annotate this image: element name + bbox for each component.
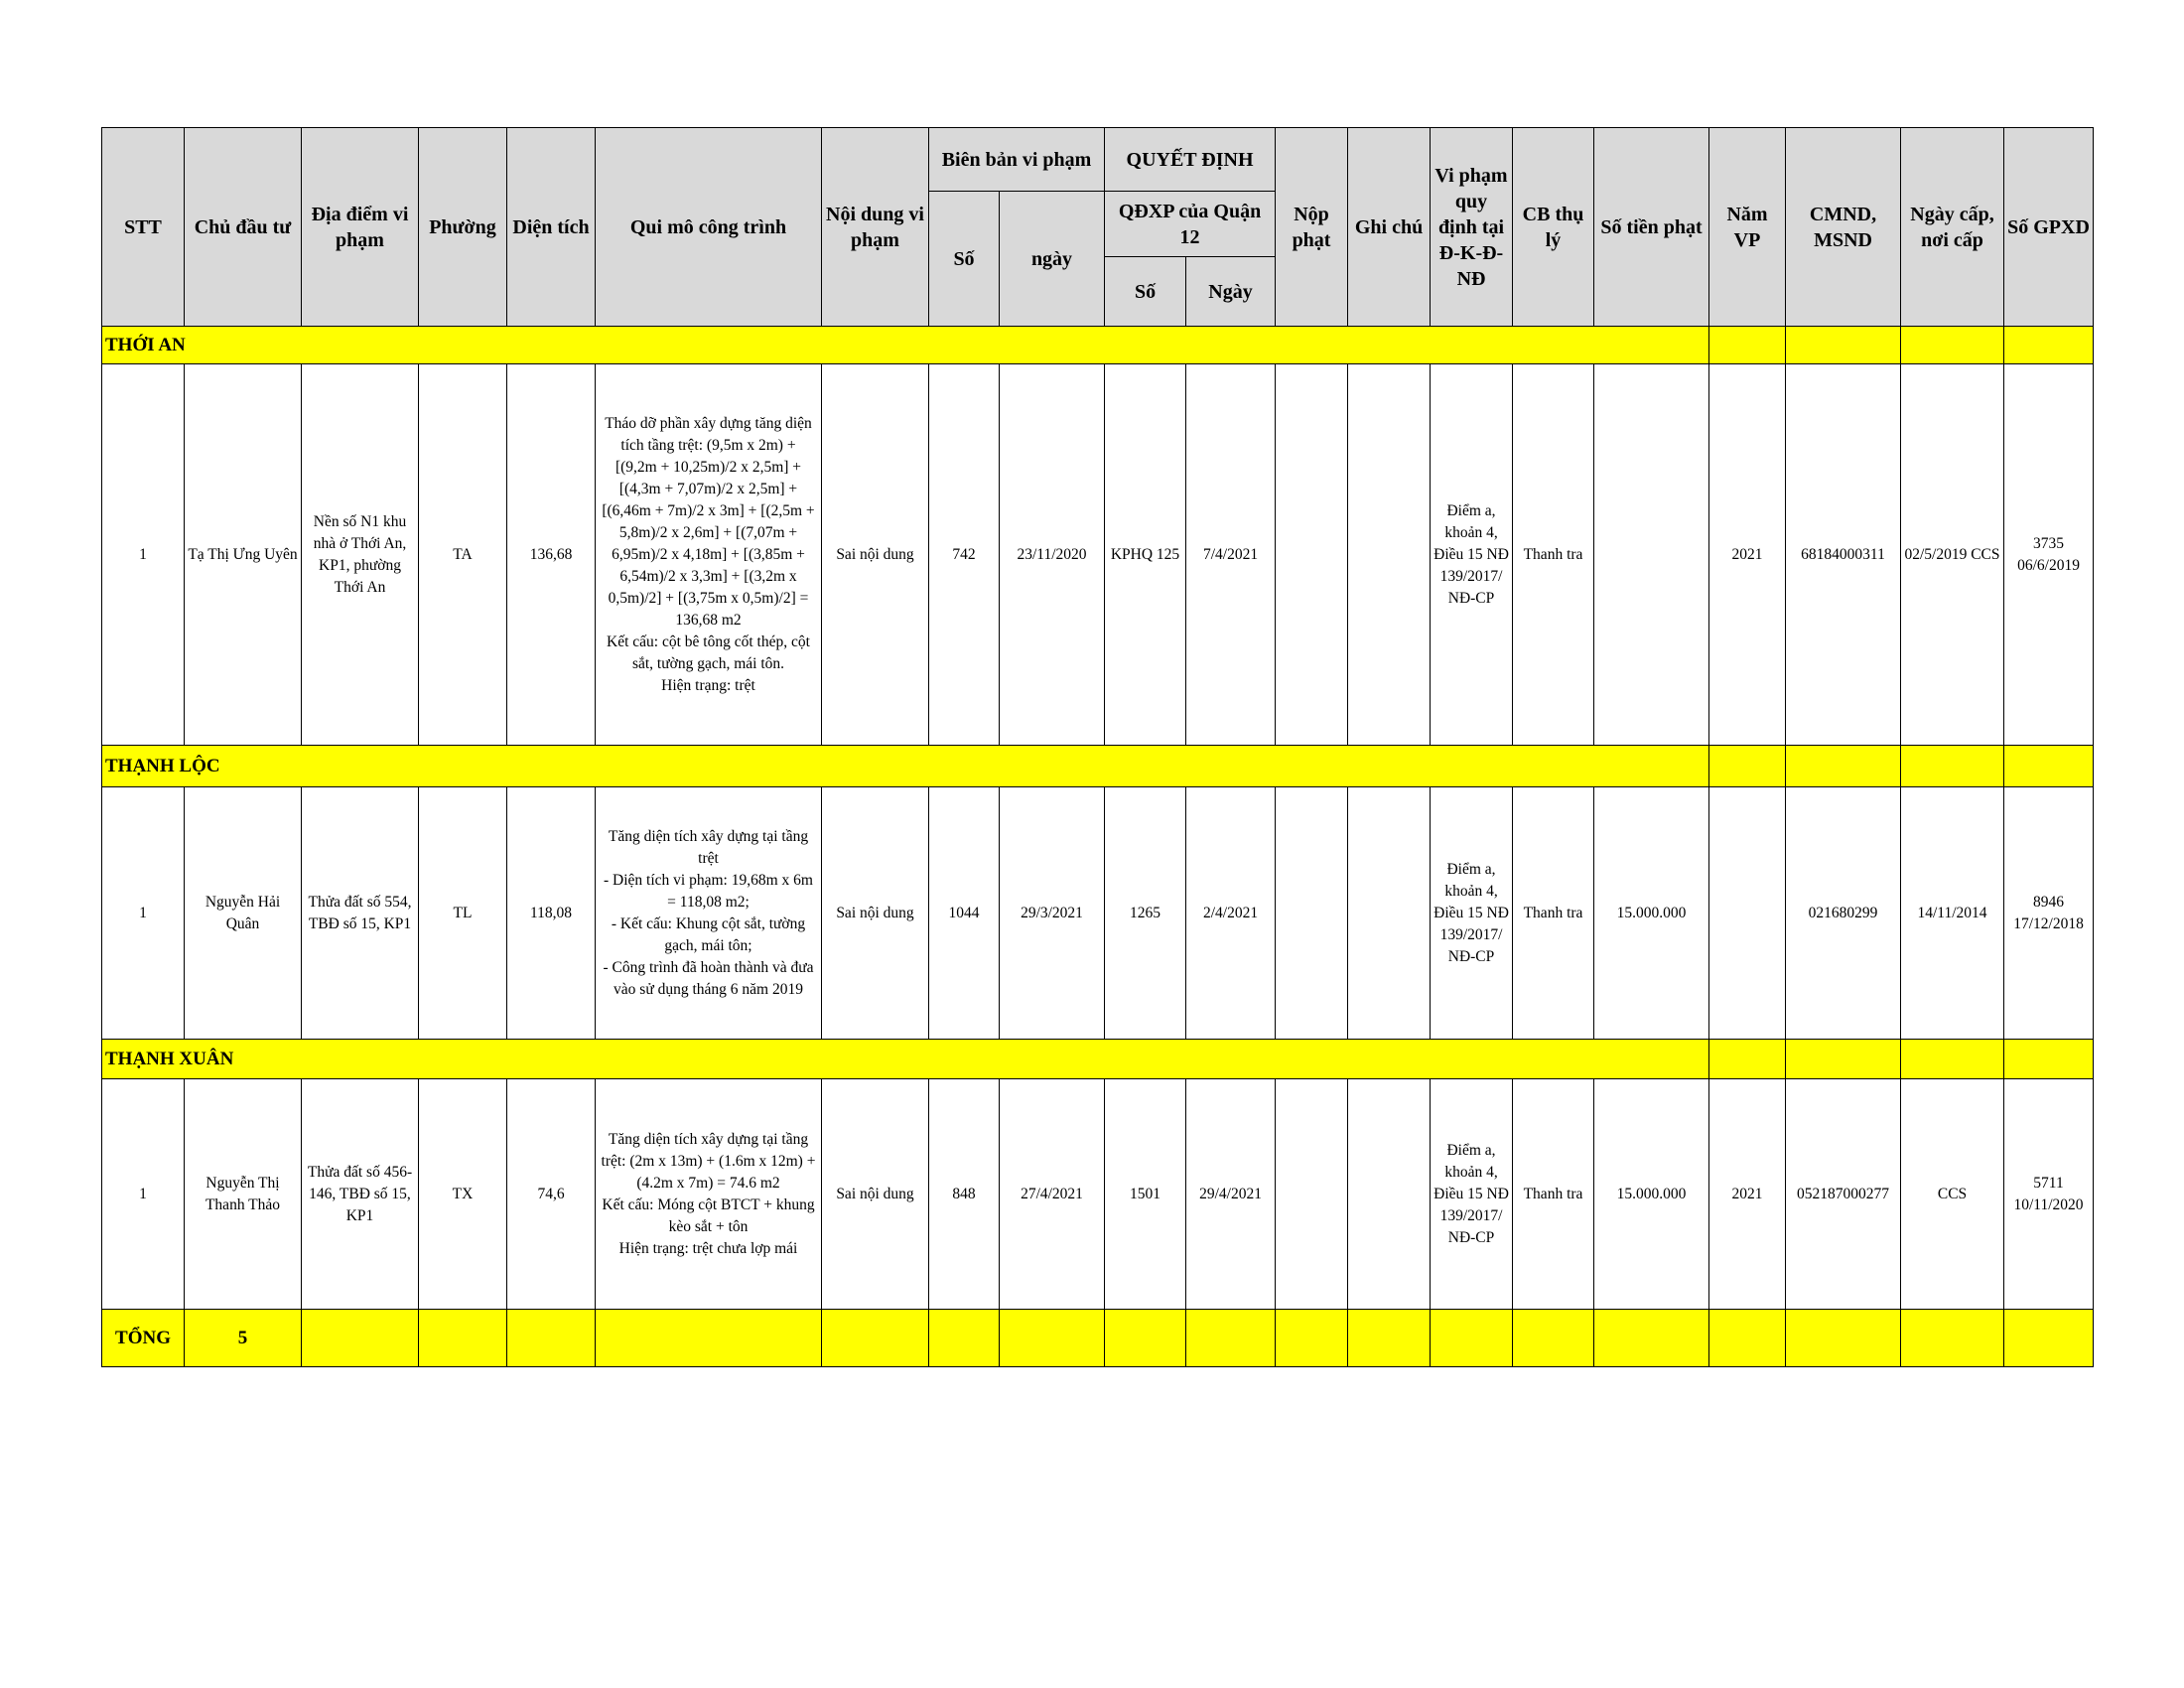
- cell-nop-phat: [1276, 1079, 1348, 1310]
- header-bien-ban-ngay: ngày: [1000, 192, 1105, 327]
- cell-stt: 1: [102, 1079, 185, 1310]
- cell-dien-tich: 118,08: [507, 787, 596, 1040]
- header-stt: STT: [102, 128, 185, 327]
- cell-nop-phat: [1276, 787, 1348, 1040]
- header-vi-pham-quy-dinh: Vi phạm quy định tại Đ-K-Đ-NĐ: [1431, 128, 1513, 327]
- cell-ngay-cap: 14/11/2014: [1901, 787, 2004, 1040]
- header-qui-mo: Qui mô công trình: [596, 128, 822, 327]
- cell-vi-pham: Điểm a, khoản 4, Điều 15 NĐ 139/2017/ NĐ-CP: [1431, 1079, 1513, 1310]
- header-qdxp: QĐXP của Quận 12: [1105, 192, 1276, 257]
- section-label: THẠNH LỘC: [102, 746, 1709, 787]
- cell-bb-ngay: 29/3/2021: [1000, 787, 1105, 1040]
- cell-bb-so: 742: [929, 364, 1000, 746]
- header-noi-dung: Nội dung vi phạm: [822, 128, 929, 327]
- table-row: [102, 364, 2094, 746]
- total-row: [102, 1310, 2094, 1367]
- cell-dien-tich: 74,6: [507, 1079, 596, 1310]
- table-row: [102, 787, 2094, 1040]
- cell-noi-dung: Sai nội dung: [822, 364, 929, 746]
- header-qd-so: Số: [1105, 257, 1186, 327]
- cell-so-tien: 15.000.000: [1594, 787, 1709, 1040]
- header-bien-ban-so: Số: [929, 192, 1000, 327]
- cell-cb-thu-ly: Thanh tra: [1513, 364, 1594, 746]
- header-so-gpxd: Số GPXD: [2004, 128, 2094, 327]
- section-row: [102, 746, 2094, 787]
- cell-cb-thu-ly: Thanh tra: [1513, 787, 1594, 1040]
- table-row: [102, 1079, 2094, 1310]
- header-phuong: Phường: [419, 128, 507, 327]
- section-label: THẠNH XUÂN: [102, 1040, 1709, 1079]
- header-qd-ngay: Ngày: [1186, 257, 1276, 327]
- header-cb-thu-ly: CB thụ lý: [1513, 128, 1594, 327]
- header-ngay-cap: Ngày cấp, nơi cấp: [1901, 128, 2004, 327]
- cell-dien-tich: 136,68: [507, 364, 596, 746]
- cell-nam-vp: 2021: [1709, 364, 1786, 746]
- section-label: THỚI AN: [102, 327, 1709, 364]
- cell-qd-ngay: 29/4/2021: [1186, 1079, 1276, 1310]
- section-row: [102, 327, 2094, 364]
- cell-phuong: TX: [419, 1079, 507, 1310]
- header-quyet-dinh: QUYẾT ĐỊNH: [1105, 128, 1276, 192]
- cell-phuong: TA: [419, 364, 507, 746]
- cell-cmnd: 052187000277: [1786, 1079, 1901, 1310]
- cell-chu-dau-tu: Tạ Thị Ưng Uyên: [185, 364, 302, 746]
- header-chu-dau-tu: Chủ đầu tư: [185, 128, 302, 327]
- cell-vi-pham: Điểm a, khoản 4, Điều 15 NĐ 139/2017/ NĐ-CP: [1431, 787, 1513, 1040]
- header-bien-ban: Biên bản vi phạm: [929, 128, 1105, 192]
- cell-bb-so: 1044: [929, 787, 1000, 1040]
- cell-bb-ngay: 23/11/2020: [1000, 364, 1105, 746]
- cell-noi-dung: Sai nội dung: [822, 1079, 929, 1310]
- cell-qd-so: 1501: [1105, 1079, 1186, 1310]
- cell-stt: 1: [102, 787, 185, 1040]
- header-nop-phat: Nộp phạt: [1276, 128, 1348, 327]
- cell-qui-mo: Tháo dỡ phần xây dựng tăng diện tích tầng trệt: (9,5m x 2m) + [(9,2m + 10,25m)/2 x 2,5m] + [(4,3m + 7,07m)/2 x 2,5m] + [(6,46m + 7m)/2 x 3m] + [(2,5m + 5,8m)/2 x 2,6m] + [(7,07m + 6,95m)/2 x 4,18m] + [(3,85m + 6,54m)/2 x 3,3m] + [(3,2m x 0,5m)/2] + [(3,75m x 0,5m)/2] = 136,68 m2 Kết cấu: cột bê tông cốt thép, cột sắt, tường gạch, mái tôn. Hiện trạng: trệt: [596, 364, 822, 746]
- cell-so-gpxd: 5711 10/11/2020: [2004, 1079, 2094, 1310]
- header-cmnd: CMND, MSND: [1786, 128, 1901, 327]
- cell-qui-mo: Tăng diện tích xây dựng tại tầng trệt - Diện tích vi phạm: 19,68m x 6m = 118,08 m2; - Kết cấu: Khung cột sắt, tường gạch, mái tôn; - Công trình đã hoàn thành và đưa vào sử dụng tháng 6 năm 2019: [596, 787, 822, 1040]
- cell-dia-diem: Nền số N1 khu nhà ở Thới An, KP1, phường Thới An: [302, 364, 419, 746]
- cell-bb-so: 848: [929, 1079, 1000, 1310]
- cell-chu-dau-tu: Nguyễn Hải Quân: [185, 787, 302, 1040]
- cell-qd-so: 1265: [1105, 787, 1186, 1040]
- cell-so-gpxd: 3735 06/6/2019: [2004, 364, 2094, 746]
- cell-ngay-cap: 02/5/2019 CCS: [1901, 364, 2004, 746]
- cell-vi-pham: Điểm a, khoản 4, Điều 15 NĐ 139/2017/ NĐ-CP: [1431, 364, 1513, 746]
- violation-report-table: [101, 127, 2094, 1367]
- section-row: [102, 1040, 2094, 1079]
- cell-cmnd: 68184000311: [1786, 364, 1901, 746]
- cell-stt: 1: [102, 364, 185, 746]
- header-nam-vp: Năm VP: [1709, 128, 1786, 327]
- cell-cb-thu-ly: Thanh tra: [1513, 1079, 1594, 1310]
- cell-ngay-cap: CCS: [1901, 1079, 2004, 1310]
- header-so-tien-phat: Số tiền phạt: [1594, 128, 1709, 327]
- total-label: TỔNG: [102, 1310, 185, 1367]
- header-dia-diem: Địa điểm vi phạm: [302, 128, 419, 327]
- cell-dia-diem: Thửa đất số 554, TBĐ số 15, KP1: [302, 787, 419, 1040]
- cell-phuong: TL: [419, 787, 507, 1040]
- cell-dia-diem: Thửa đất số 456-146, TBĐ số 15, KP1: [302, 1079, 419, 1310]
- cell-cmnd: 021680299: [1786, 787, 1901, 1040]
- cell-qui-mo: Tăng diện tích xây dựng tại tầng trệt: (2m x 13m) + (1.6m x 12m) + (4.2m x 7m) = 74.6 m2 Kết cấu: Móng cột BTCT + khung kèo sắt + tôn Hiện trạng: trệt chưa lợp mái: [596, 1079, 822, 1310]
- cell-chu-dau-tu: Nguyễn Thị Thanh Thảo: [185, 1079, 302, 1310]
- cell-ghi-chu: [1348, 787, 1431, 1040]
- cell-ghi-chu: [1348, 1079, 1431, 1310]
- cell-so-tien: 15.000.000: [1594, 1079, 1709, 1310]
- cell-bb-ngay: 27/4/2021: [1000, 1079, 1105, 1310]
- cell-nam-vp: 2021: [1709, 1079, 1786, 1310]
- cell-so-tien: [1594, 364, 1709, 746]
- header-ghi-chu: Ghi chú: [1348, 128, 1431, 327]
- cell-qd-ngay: 2/4/2021: [1186, 787, 1276, 1040]
- cell-so-gpxd: 8946 17/12/2018: [2004, 787, 2094, 1040]
- cell-noi-dung: Sai nội dung: [822, 787, 929, 1040]
- header-dien-tich: Diện tích: [507, 128, 596, 327]
- cell-ghi-chu: [1348, 364, 1431, 746]
- cell-qd-ngay: 7/4/2021: [1186, 364, 1276, 746]
- total-count: 5: [185, 1310, 302, 1367]
- cell-nam-vp: [1709, 787, 1786, 1040]
- cell-qd-so: KPHQ 125: [1105, 364, 1186, 746]
- cell-nop-phat: [1276, 364, 1348, 746]
